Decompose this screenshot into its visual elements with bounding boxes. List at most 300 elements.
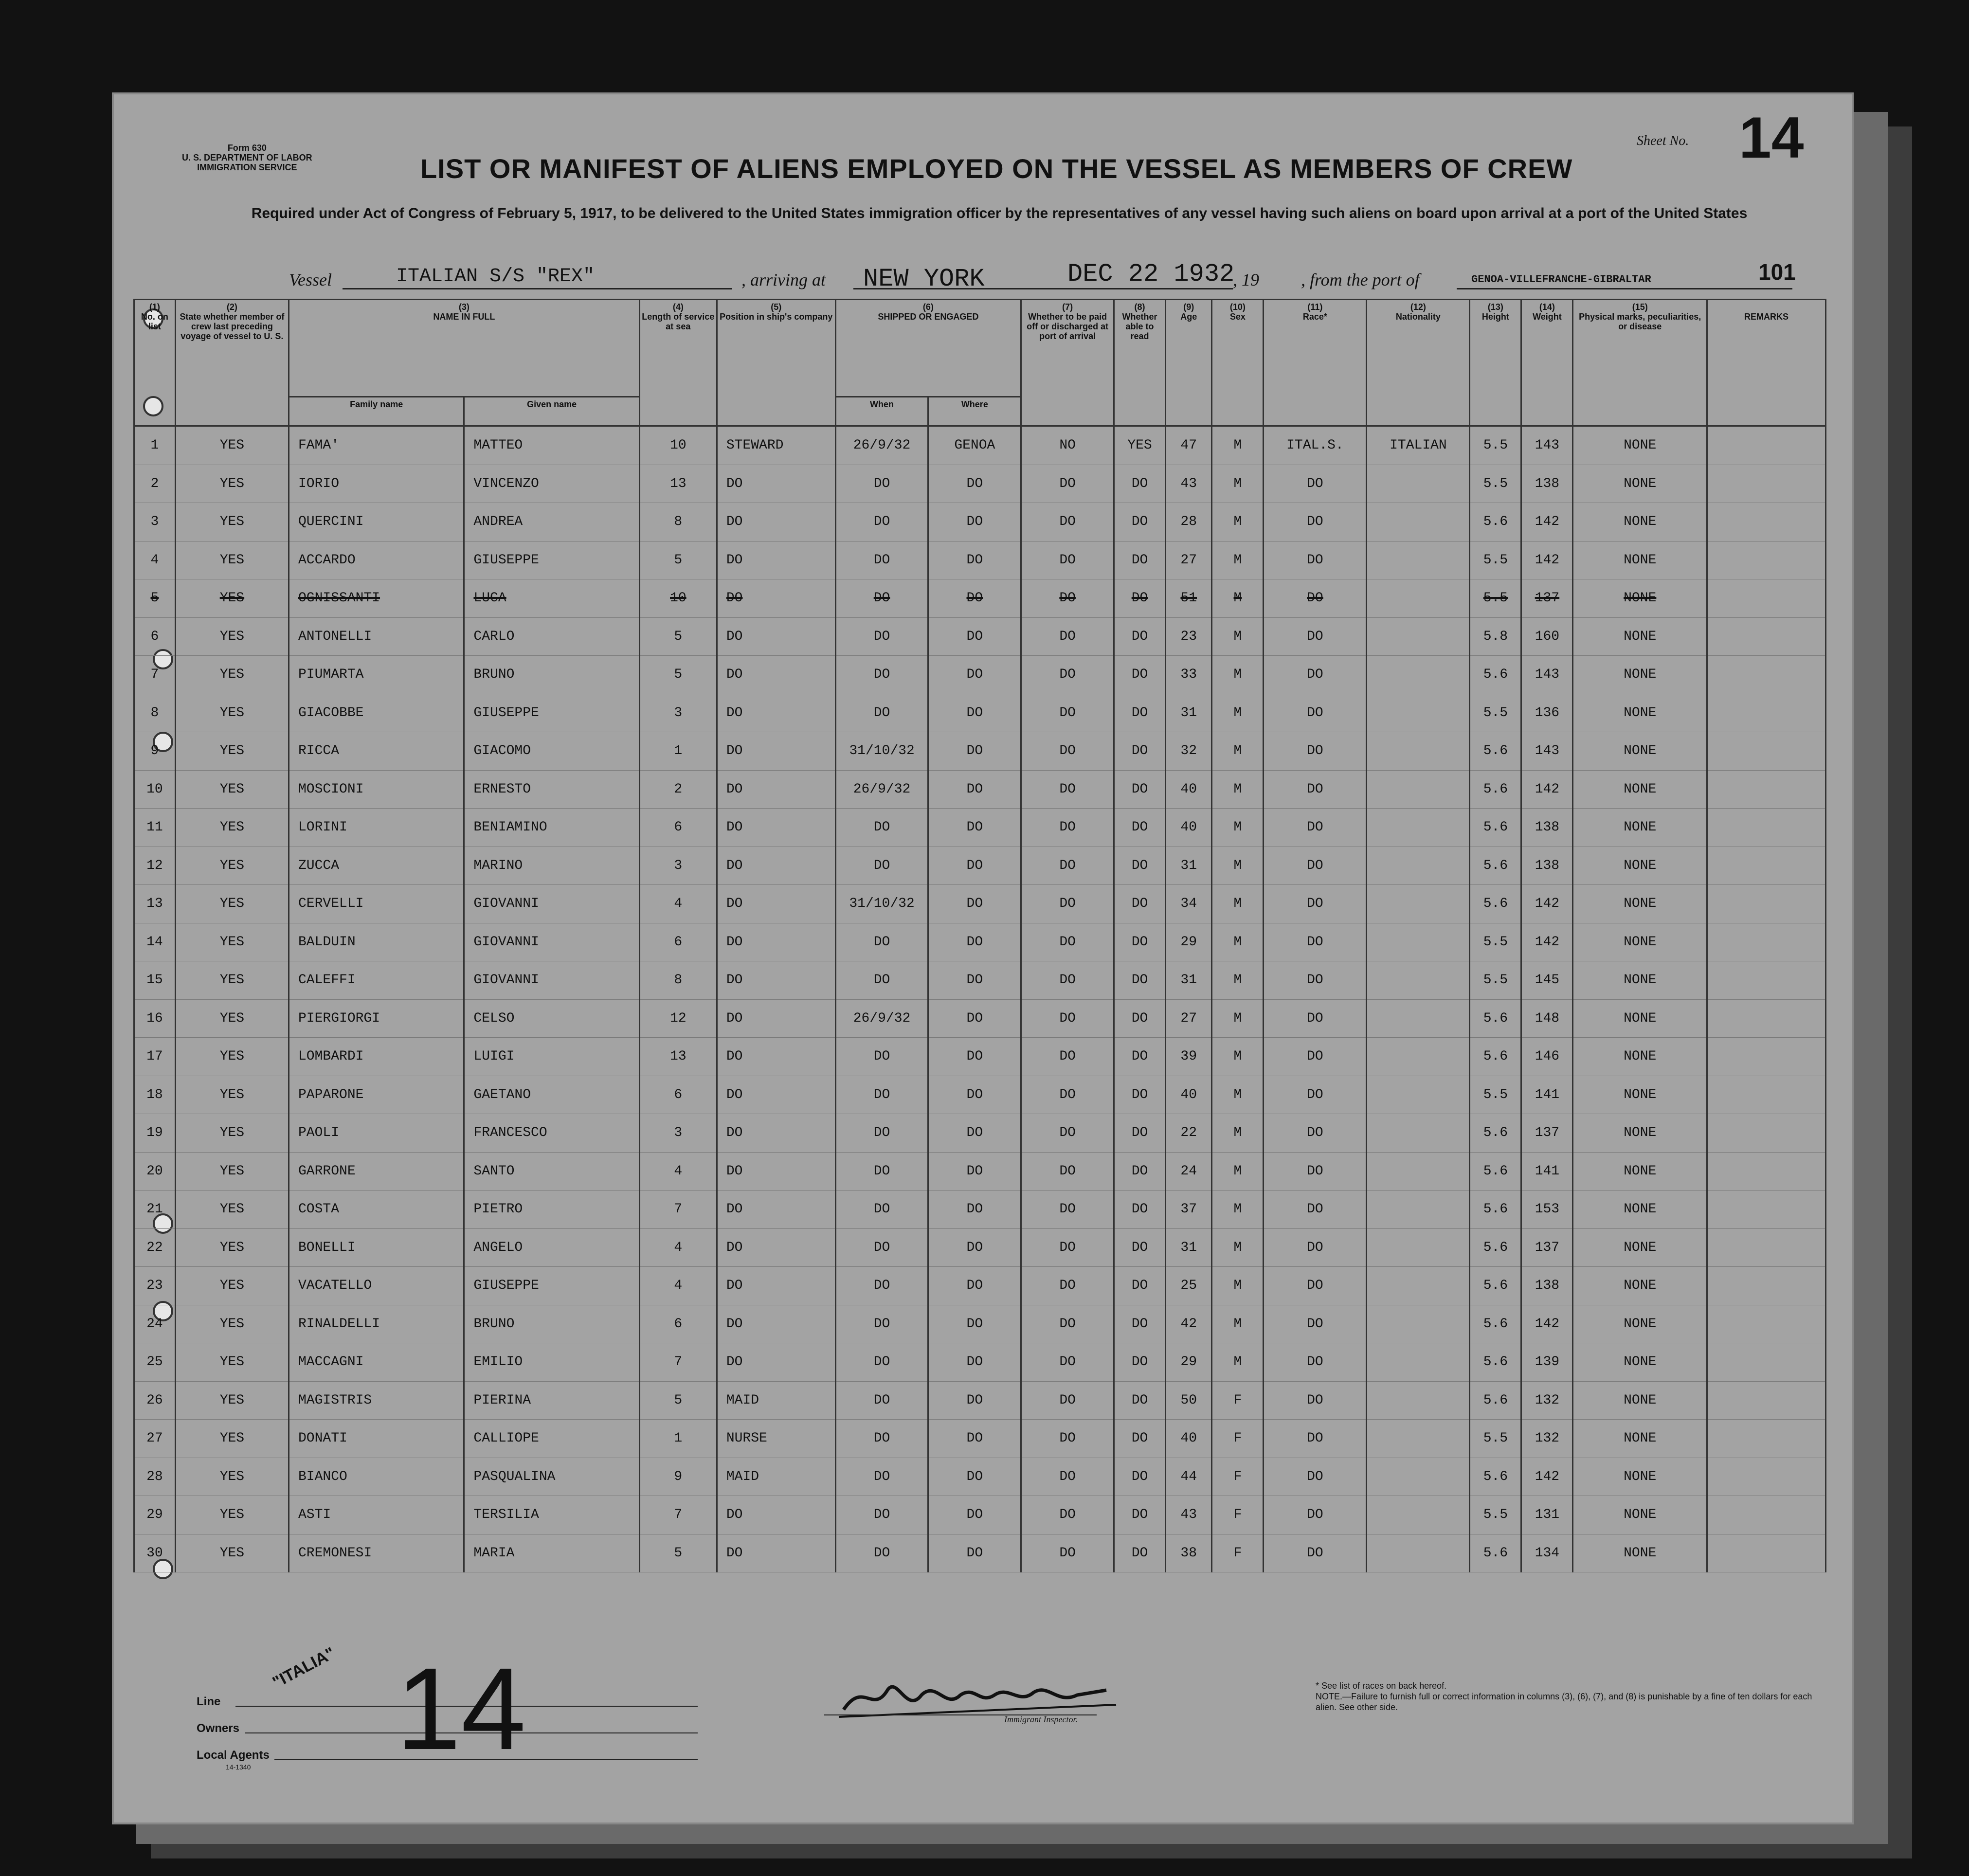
race-cell: DO — [1264, 770, 1367, 809]
from-label: , from the port of — [1301, 270, 1420, 289]
previous-voyage-cell: YES — [175, 770, 289, 809]
height-cell: 5.6 — [1470, 656, 1521, 694]
position-cell: STEWARD — [717, 426, 835, 465]
shipped-when-cell: DO — [835, 961, 928, 1000]
weight-cell: 138 — [1521, 809, 1573, 847]
able-to-read-cell: DO — [1114, 1458, 1166, 1496]
manifest-sheet — [112, 92, 1854, 1824]
able-to-read-cell: DO — [1114, 656, 1166, 694]
length-of-service-cell: 3 — [639, 1114, 717, 1153]
previous-voyage-cell: YES — [175, 732, 289, 771]
able-to-read-cell: DO — [1114, 1496, 1166, 1534]
sex-cell: M — [1212, 923, 1264, 961]
remarks-cell — [1707, 694, 1826, 732]
age-cell: 33 — [1166, 656, 1212, 694]
nationality-cell — [1367, 885, 1470, 923]
remarks-cell — [1707, 847, 1826, 885]
age-cell: 32 — [1166, 732, 1212, 771]
position-cell: DO — [717, 961, 835, 1000]
row-number-cell: 30 — [134, 1534, 176, 1572]
row-number-cell: 5 — [134, 579, 176, 618]
nationality-cell — [1367, 1534, 1470, 1572]
remarks-cell — [1707, 1191, 1826, 1229]
sex-cell: F — [1212, 1496, 1264, 1534]
able-to-read-cell: DO — [1114, 1114, 1166, 1153]
given-name-cell: MARINO — [464, 847, 639, 885]
previous-voyage-cell: YES — [175, 961, 289, 1000]
remarks-cell — [1707, 579, 1826, 618]
agent-stamp: "ITALIA" — [270, 1643, 338, 1692]
race-cell: DO — [1264, 1076, 1367, 1114]
physical-marks-cell: NONE — [1573, 1038, 1707, 1076]
remarks-cell — [1707, 885, 1826, 923]
family-name-cell: PIUMARTA — [289, 656, 464, 694]
remarks-cell — [1707, 1114, 1826, 1153]
previous-voyage-cell: YES — [175, 1420, 289, 1458]
position-cell: DO — [717, 1152, 835, 1191]
age-cell: 47 — [1166, 426, 1212, 465]
shipped-when-cell: DO — [835, 1038, 928, 1076]
row-number-cell: 4 — [134, 541, 176, 579]
height-cell: 5.6 — [1470, 732, 1521, 771]
remarks-cell — [1707, 465, 1826, 503]
able-to-read-cell: DO — [1114, 1191, 1166, 1229]
shipped-when-cell: DO — [835, 503, 928, 541]
paid-off-cell: DO — [1021, 617, 1114, 656]
previous-voyage-cell: YES — [175, 503, 289, 541]
nationality-cell — [1367, 770, 1470, 809]
page-number: 101 — [1758, 259, 1796, 285]
position-cell: DO — [717, 923, 835, 961]
paid-off-cell: DO — [1021, 1267, 1114, 1305]
physical-marks-cell: NONE — [1573, 1228, 1707, 1267]
shipped-where-cell: DO — [928, 617, 1021, 656]
row-number-cell: 16 — [134, 999, 176, 1038]
table-row — [134, 1267, 1826, 1305]
given-name-cell: CALLIOPE — [464, 1420, 639, 1458]
row-number-cell: 7 — [134, 656, 176, 694]
age-cell: 40 — [1166, 1076, 1212, 1114]
table-row — [134, 847, 1826, 885]
height-cell: 5.6 — [1470, 1152, 1521, 1191]
length-of-service-cell: 7 — [639, 1343, 717, 1382]
previous-voyage-cell: YES — [175, 1191, 289, 1229]
able-to-read-cell: DO — [1114, 1420, 1166, 1458]
sex-cell: M — [1212, 426, 1264, 465]
family-name-cell: CREMONESI — [289, 1534, 464, 1572]
given-name-cell: EMILIO — [464, 1343, 639, 1382]
weight-cell: 137 — [1521, 1114, 1573, 1153]
race-cell: DO — [1264, 1152, 1367, 1191]
remarks-cell — [1707, 426, 1826, 465]
shipped-when-cell: DO — [835, 541, 928, 579]
shipped-where-cell: DO — [928, 656, 1021, 694]
table-row — [134, 732, 1826, 771]
able-to-read-cell: DO — [1114, 579, 1166, 618]
physical-marks-cell: NONE — [1573, 1420, 1707, 1458]
length-of-service-cell: 7 — [639, 1191, 717, 1229]
previous-voyage-cell: YES — [175, 999, 289, 1038]
table-row — [134, 961, 1826, 1000]
height-cell: 5.6 — [1470, 1381, 1521, 1420]
given-name-cell: CARLO — [464, 617, 639, 656]
shipped-when-cell: DO — [835, 465, 928, 503]
table-row — [134, 770, 1826, 809]
table-row — [134, 1076, 1826, 1114]
weight-cell: 153 — [1521, 1191, 1573, 1229]
sheet-number: 14 — [1739, 105, 1804, 170]
table-row — [134, 426, 1826, 465]
race-cell: DO — [1264, 923, 1367, 961]
weight-cell: 143 — [1521, 426, 1573, 465]
family-name-cell: CERVELLI — [289, 885, 464, 923]
given-name-cell: BENIAMINO — [464, 809, 639, 847]
row-number-cell: 19 — [134, 1114, 176, 1153]
nationality-cell — [1367, 541, 1470, 579]
sex-cell: M — [1212, 579, 1264, 618]
paid-off-cell: DO — [1021, 770, 1114, 809]
race-cell: DO — [1264, 885, 1367, 923]
col-header-shipped: (6) SHIPPED OR ENGAGED — [835, 300, 1021, 397]
family-name-cell: MAGISTRIS — [289, 1381, 464, 1420]
height-cell: 5.6 — [1470, 809, 1521, 847]
row-number-cell: 14 — [134, 923, 176, 961]
table-row — [134, 503, 1826, 541]
paid-off-cell: DO — [1021, 1191, 1114, 1229]
sheet-label: Sheet No. — [1637, 133, 1689, 148]
table-row — [134, 1114, 1826, 1153]
remarks-cell — [1707, 1228, 1826, 1267]
given-name-cell: TERSILIA — [464, 1496, 639, 1534]
shipped-when-cell: 31/10/32 — [835, 885, 928, 923]
paid-off-cell: DO — [1021, 961, 1114, 1000]
physical-marks-cell: NONE — [1573, 579, 1707, 618]
family-name-cell: BONELLI — [289, 1228, 464, 1267]
row-number-cell: 11 — [134, 809, 176, 847]
col-header-service: (4) Length of service at sea — [639, 300, 717, 426]
family-name-cell: LOMBARDI — [289, 1038, 464, 1076]
arrival-port: NEW YORK — [863, 265, 985, 293]
paid-off-cell: DO — [1021, 465, 1114, 503]
physical-marks-cell: NONE — [1573, 770, 1707, 809]
paid-off-cell: DO — [1021, 579, 1114, 618]
previous-voyage-cell: YES — [175, 656, 289, 694]
length-of-service-cell: 4 — [639, 1228, 717, 1267]
position-cell: DO — [717, 999, 835, 1038]
row-number-cell: 25 — [134, 1343, 176, 1382]
physical-marks-cell: NONE — [1573, 694, 1707, 732]
family-name-cell: PIERGIORGI — [289, 999, 464, 1038]
shipped-when-cell: DO — [835, 1228, 928, 1267]
given-name-cell: GIUSEPPE — [464, 541, 639, 579]
footnote: * See list of races on back hereof. NOTE.—Failure to furnish full or correct information in columns (3), (6), (7), and (8) is punishable by a fine of ten dollars for each alien. See other side. — [1316, 1681, 1812, 1712]
race-cell: DO — [1264, 961, 1367, 1000]
remarks-cell — [1707, 961, 1826, 1000]
previous-voyage-cell: YES — [175, 1076, 289, 1114]
paid-off-cell: DO — [1021, 1076, 1114, 1114]
race-cell: DO — [1264, 732, 1367, 771]
nationality-cell — [1367, 1343, 1470, 1382]
remarks-cell — [1707, 999, 1826, 1038]
age-cell: 38 — [1166, 1534, 1212, 1572]
weight-cell: 142 — [1521, 503, 1573, 541]
given-name-cell: MARIA — [464, 1534, 639, 1572]
height-cell: 5.6 — [1470, 1228, 1521, 1267]
weight-cell: 142 — [1521, 1305, 1573, 1343]
shipped-where-cell: DO — [928, 1038, 1021, 1076]
length-of-service-cell: 10 — [639, 426, 717, 465]
table-row — [134, 1496, 1826, 1534]
remarks-cell — [1707, 1381, 1826, 1420]
remarks-cell — [1707, 1305, 1826, 1343]
able-to-read-cell: DO — [1114, 923, 1166, 961]
previous-voyage-cell: YES — [175, 1305, 289, 1343]
table-row — [134, 465, 1826, 503]
shipped-when-cell: DO — [835, 1381, 928, 1420]
nationality-cell — [1367, 1267, 1470, 1305]
family-name-cell: PAOLI — [289, 1114, 464, 1153]
row-number-cell: 2 — [134, 465, 176, 503]
able-to-read-cell: DO — [1114, 1038, 1166, 1076]
physical-marks-cell: NONE — [1573, 1496, 1707, 1534]
previous-voyage-cell: YES — [175, 1496, 289, 1534]
position-cell: DO — [717, 732, 835, 771]
physical-marks-cell: NONE — [1573, 503, 1707, 541]
line-label: Line — [197, 1695, 221, 1708]
length-of-service-cell: 8 — [639, 961, 717, 1000]
given-name-cell: GIOVANNI — [464, 961, 639, 1000]
shipped-where-cell: GENOA — [928, 426, 1021, 465]
row-number-cell: 10 — [134, 770, 176, 809]
age-cell: 24 — [1166, 1152, 1212, 1191]
row-number-cell: 6 — [134, 617, 176, 656]
shipped-where-cell: DO — [928, 770, 1021, 809]
able-to-read-cell: DO — [1114, 732, 1166, 771]
weight-cell: 142 — [1521, 1458, 1573, 1496]
race-cell: DO — [1264, 503, 1367, 541]
nationality-cell — [1367, 1038, 1470, 1076]
shipped-where-cell: DO — [928, 694, 1021, 732]
family-name-cell: GARRONE — [289, 1152, 464, 1191]
agents-code: 14-1340 — [226, 1763, 251, 1771]
remarks-cell — [1707, 1496, 1826, 1534]
able-to-read-cell: DO — [1114, 694, 1166, 732]
sex-cell: M — [1212, 1076, 1264, 1114]
given-name-cell: GAETANO — [464, 1076, 639, 1114]
shipped-when-cell: DO — [835, 617, 928, 656]
sex-cell: M — [1212, 999, 1264, 1038]
table-row — [134, 885, 1826, 923]
given-name-cell: GIOVANNI — [464, 885, 639, 923]
remarks-cell — [1707, 1343, 1826, 1382]
sex-cell: M — [1212, 503, 1264, 541]
shipped-where-cell: DO — [928, 503, 1021, 541]
sex-cell: M — [1212, 1343, 1264, 1382]
race-cell: DO — [1264, 1381, 1367, 1420]
position-cell: DO — [717, 1267, 835, 1305]
shipped-where-cell: DO — [928, 1152, 1021, 1191]
sex-cell: M — [1212, 847, 1264, 885]
weight-cell: 143 — [1521, 732, 1573, 771]
family-name-cell: RICCA — [289, 732, 464, 771]
family-name-cell: CALEFFI — [289, 961, 464, 1000]
weight-cell: 138 — [1521, 847, 1573, 885]
row-number-cell: 12 — [134, 847, 176, 885]
owners-label: Owners — [197, 1722, 240, 1735]
weight-cell: 132 — [1521, 1420, 1573, 1458]
race-cell: DO — [1264, 579, 1367, 618]
weight-cell: 143 — [1521, 656, 1573, 694]
col-header-nationality: (12) Nationality — [1367, 300, 1470, 426]
physical-marks-cell: NONE — [1573, 1267, 1707, 1305]
remarks-cell — [1707, 1420, 1826, 1458]
physical-marks-cell: NONE — [1573, 732, 1707, 771]
age-cell: 27 — [1166, 999, 1212, 1038]
remarks-cell — [1707, 617, 1826, 656]
sex-cell: F — [1212, 1534, 1264, 1572]
sex-cell: M — [1212, 465, 1264, 503]
year-label: , 19 — [1233, 270, 1259, 289]
row-number-cell: 22 — [134, 1228, 176, 1267]
page-subtitle: Required under Act of Congress of February 5, 1917, to be delivered to the United States immigration officer by the representatives of any vessel having such aliens on board upon arrival at a port of the United States — [251, 205, 1748, 221]
sex-cell: M — [1212, 1114, 1264, 1153]
weight-cell: 139 — [1521, 1343, 1573, 1382]
weight-cell: 145 — [1521, 961, 1573, 1000]
position-cell: DO — [717, 617, 835, 656]
physical-marks-cell: NONE — [1573, 617, 1707, 656]
given-name-cell: PIERINA — [464, 1381, 639, 1420]
given-name-cell: GIUSEPPE — [464, 1267, 639, 1305]
paid-off-cell: DO — [1021, 999, 1114, 1038]
age-cell: 31 — [1166, 694, 1212, 732]
sex-cell: M — [1212, 809, 1264, 847]
shipped-when-cell: DO — [835, 1305, 928, 1343]
sex-cell: M — [1212, 1152, 1264, 1191]
given-name-cell: LUIGI — [464, 1038, 639, 1076]
nationality-cell — [1367, 847, 1470, 885]
previous-voyage-cell: YES — [175, 1228, 289, 1267]
length-of-service-cell: 4 — [639, 1152, 717, 1191]
nationality-cell — [1367, 1458, 1470, 1496]
family-name-cell: ANTONELLI — [289, 617, 464, 656]
length-of-service-cell: 13 — [639, 1038, 717, 1076]
shipped-where-cell: DO — [928, 1458, 1021, 1496]
able-to-read-cell: DO — [1114, 885, 1166, 923]
shipped-where-cell: DO — [928, 1114, 1021, 1153]
paid-off-cell: NO — [1021, 426, 1114, 465]
weight-cell: 137 — [1521, 1228, 1573, 1267]
shipped-when-cell: 26/9/32 — [835, 770, 928, 809]
remarks-cell — [1707, 1534, 1826, 1572]
family-name-cell: RINALDELLI — [289, 1305, 464, 1343]
shipped-when-cell: DO — [835, 1458, 928, 1496]
height-cell: 5.5 — [1470, 694, 1521, 732]
given-name-cell: SANTO — [464, 1152, 639, 1191]
col-header-previous-voyage: (2) State whether member of crew last preceding voyage of vessel to U. S. — [175, 300, 289, 426]
position-cell: DO — [717, 579, 835, 618]
age-cell: 43 — [1166, 1496, 1212, 1534]
previous-voyage-cell: YES — [175, 1267, 289, 1305]
shipped-where-cell: DO — [928, 579, 1021, 618]
position-cell: DO — [717, 809, 835, 847]
physical-marks-cell: NONE — [1573, 426, 1707, 465]
able-to-read-cell: DO — [1114, 541, 1166, 579]
inspector-signature — [834, 1671, 1126, 1724]
col-header-when: When — [835, 397, 928, 426]
previous-voyage-cell: YES — [175, 1534, 289, 1572]
age-cell: 39 — [1166, 1038, 1212, 1076]
physical-marks-cell: NONE — [1573, 1191, 1707, 1229]
weight-cell: 142 — [1521, 770, 1573, 809]
able-to-read-cell: DO — [1114, 809, 1166, 847]
position-cell: DO — [717, 465, 835, 503]
height-cell: 5.6 — [1470, 999, 1521, 1038]
physical-marks-cell: NONE — [1573, 809, 1707, 847]
length-of-service-cell: 5 — [639, 541, 717, 579]
shipped-where-cell: DO — [928, 1305, 1021, 1343]
nationality-cell — [1367, 1381, 1470, 1420]
length-of-service-cell: 4 — [639, 885, 717, 923]
position-cell: DO — [717, 885, 835, 923]
table-row — [134, 617, 1826, 656]
family-name-cell: PAPARONE — [289, 1076, 464, 1114]
physical-marks-cell: NONE — [1573, 656, 1707, 694]
shipped-where-cell: DO — [928, 961, 1021, 1000]
race-cell: DO — [1264, 847, 1367, 885]
position-cell: DO — [717, 1076, 835, 1114]
height-cell: 5.5 — [1470, 961, 1521, 1000]
age-cell: 50 — [1166, 1381, 1212, 1420]
row-number-cell: 1 — [134, 426, 176, 465]
age-cell: 28 — [1166, 503, 1212, 541]
nationality-cell — [1367, 656, 1470, 694]
shipped-when-cell: DO — [835, 1076, 928, 1114]
height-cell: 5.5 — [1470, 541, 1521, 579]
shipped-where-cell: DO — [928, 1267, 1021, 1305]
height-cell: 5.6 — [1470, 1458, 1521, 1496]
previous-voyage-cell: YES — [175, 465, 289, 503]
shipped-where-cell: DO — [928, 1534, 1021, 1572]
height-cell: 5.5 — [1470, 1420, 1521, 1458]
paid-off-cell: DO — [1021, 1152, 1114, 1191]
position-cell: DO — [717, 1038, 835, 1076]
age-cell: 40 — [1166, 1420, 1212, 1458]
underline — [343, 288, 732, 289]
age-cell: 40 — [1166, 809, 1212, 847]
age-cell: 40 — [1166, 770, 1212, 809]
row-number-cell: 24 — [134, 1305, 176, 1343]
inspector-label: Immigrant Inspector. — [1004, 1714, 1078, 1724]
weight-cell: 141 — [1521, 1076, 1573, 1114]
length-of-service-cell: 7 — [639, 1496, 717, 1534]
race-cell: DO — [1264, 1496, 1367, 1534]
sex-cell: F — [1212, 1458, 1264, 1496]
vessel-name: ITALIAN S/S "REX" — [396, 266, 595, 288]
height-cell: 5.5 — [1470, 465, 1521, 503]
row-number-cell: 20 — [134, 1152, 176, 1191]
length-of-service-cell: 6 — [639, 809, 717, 847]
age-cell: 37 — [1166, 1191, 1212, 1229]
nationality-cell — [1367, 694, 1470, 732]
position-cell: DO — [717, 1534, 835, 1572]
able-to-read-cell: DO — [1114, 617, 1166, 656]
position-cell: NURSE — [717, 1420, 835, 1458]
sex-cell: M — [1212, 961, 1264, 1000]
able-to-read-cell: DO — [1114, 1534, 1166, 1572]
family-name-cell: ACCARDO — [289, 541, 464, 579]
family-name-cell: BALDUIN — [289, 923, 464, 961]
shipped-when-cell: DO — [835, 923, 928, 961]
